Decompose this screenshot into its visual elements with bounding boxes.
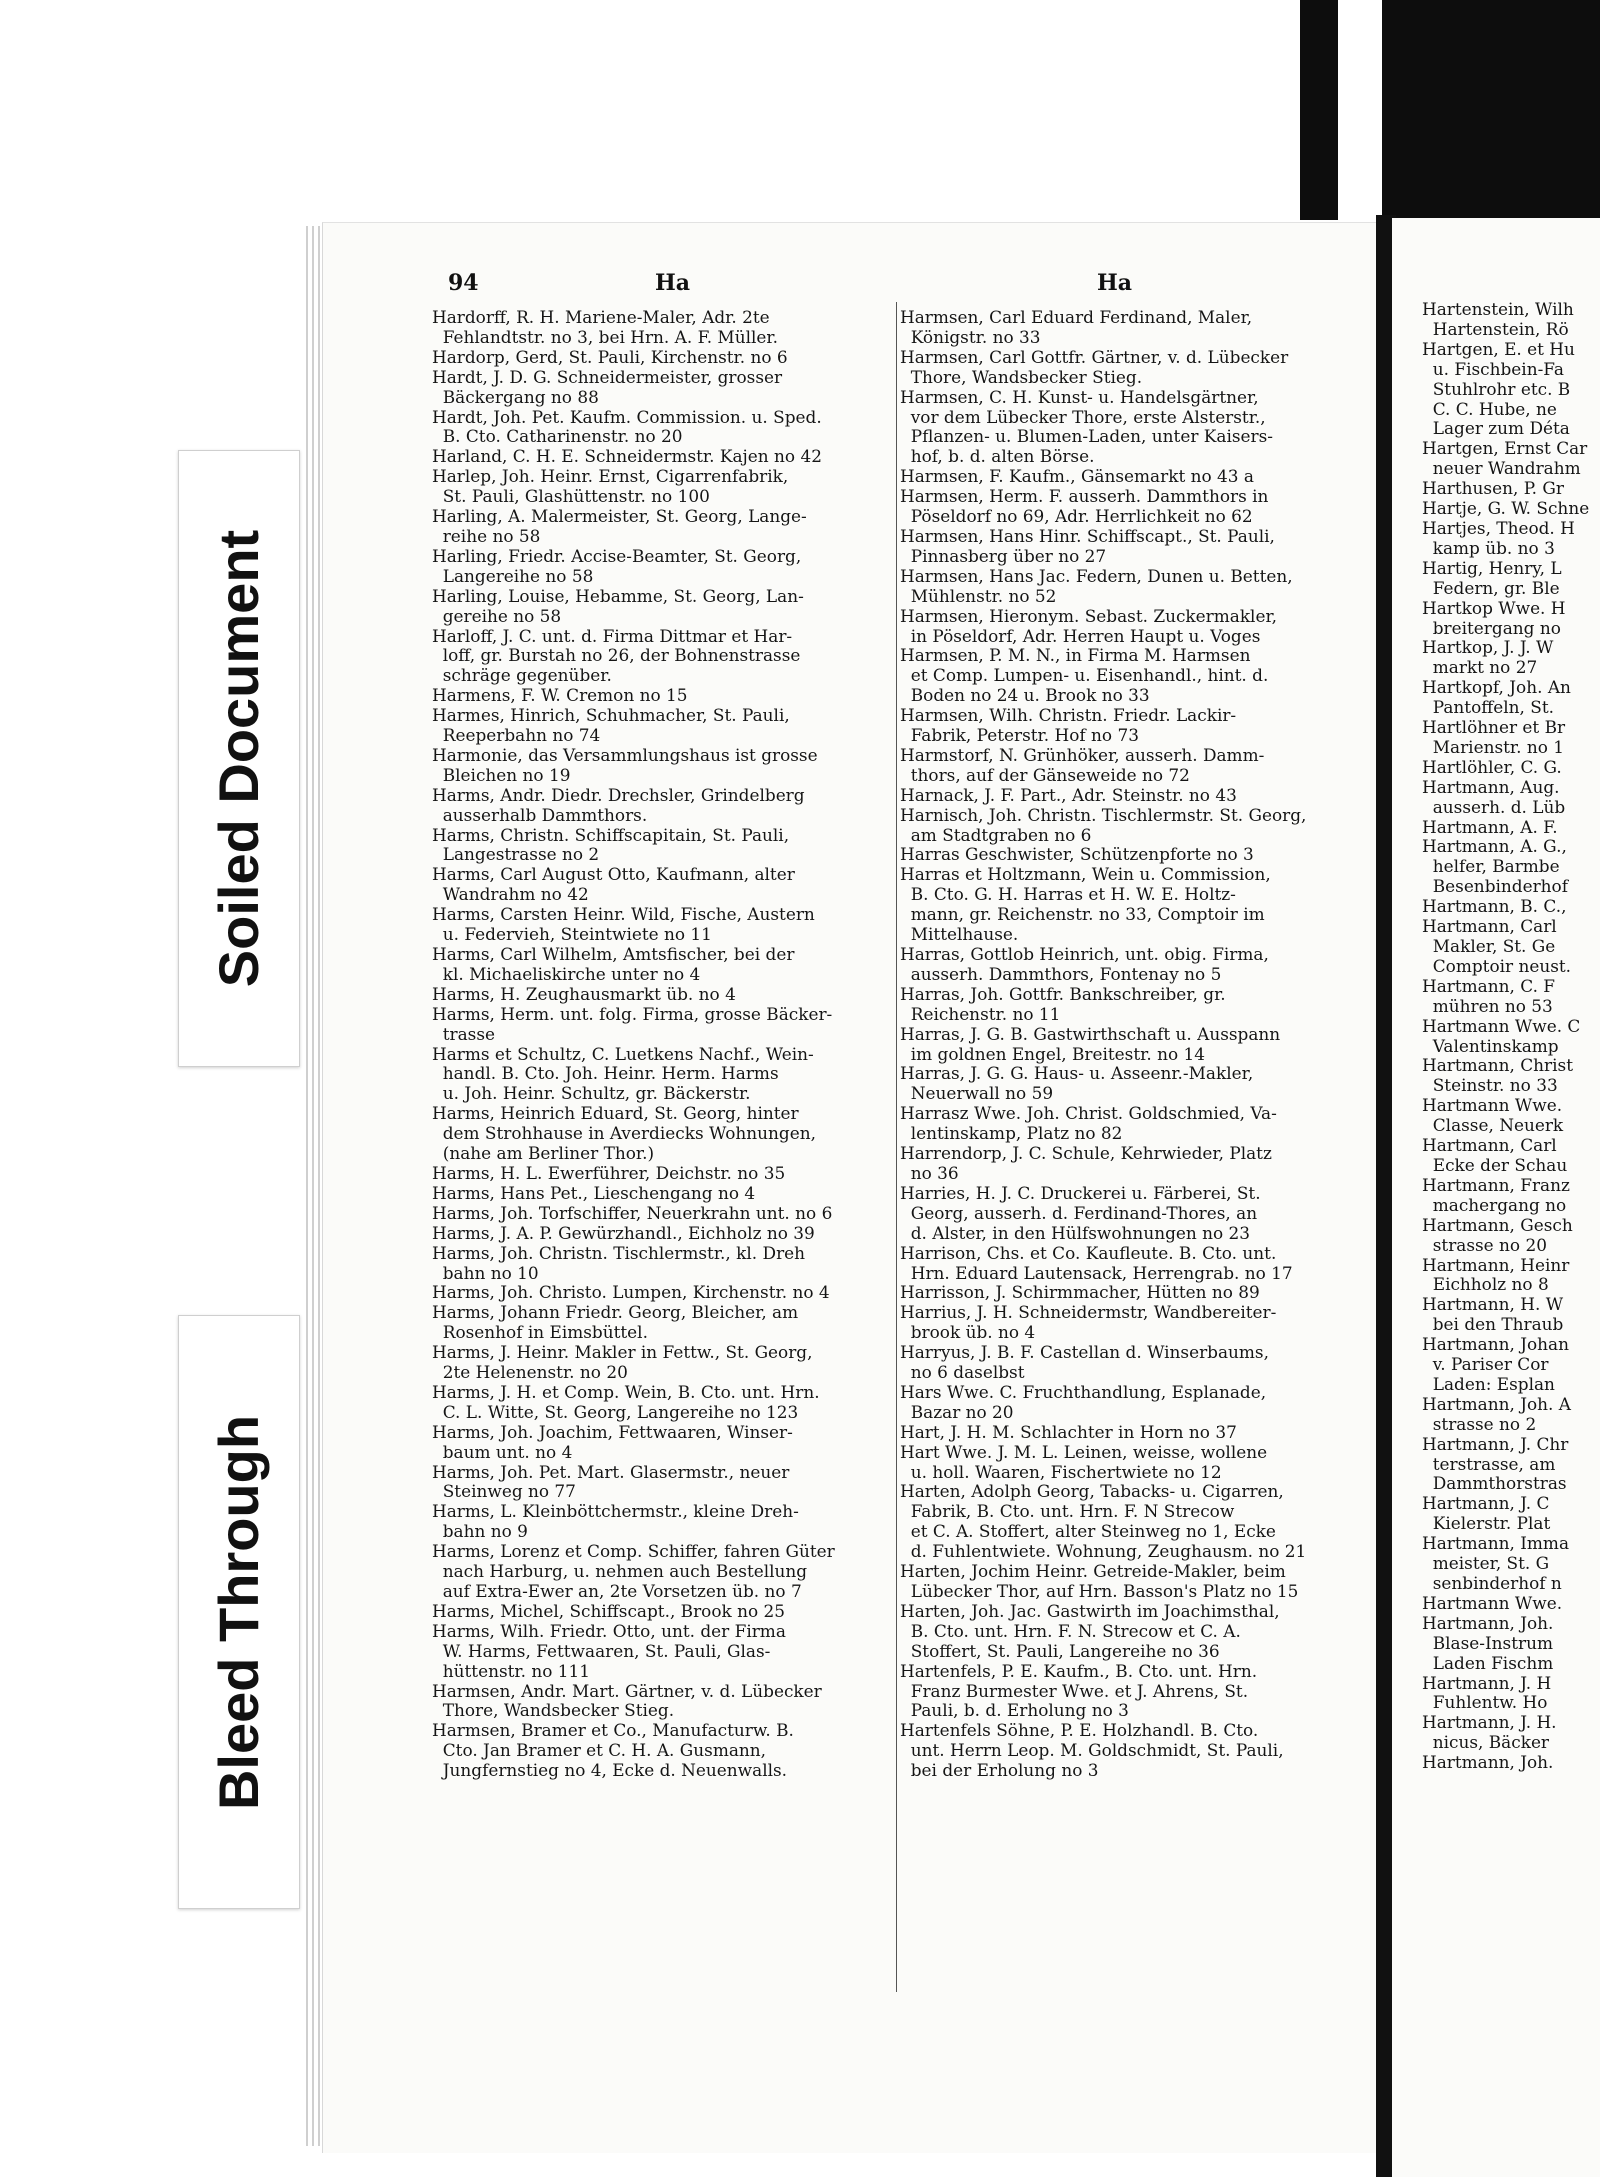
directory-entry-line: Hardt, Joh. Pet. Kaufm. Commission. u. Sped. [432,407,822,427]
directory-entry-line: et C. A. Stoffert, alter Steinweg no 1, Ecke [900,1522,1276,1542]
directory-entry-line: im goldnen Engel, Breitestr. no 14 [900,1044,1205,1064]
directory-entry-line: Bäckergang no 88 [432,387,599,407]
directory-entry-line: Harten, Jochim Heinr. Getreide-Makler, beim [900,1562,1286,1582]
directory-entry-line: Hardorff, R. H. Mariene-Maler, Adr. 2te [432,308,770,327]
directory-entry-line: Harms, Joh. Joachim, Fettwaaren, Winser- [432,1422,793,1442]
directory-entry-line: ausserhalb Dammthors. [432,805,648,825]
directory-entry-line: Harras Geschwister, Schützenpforte no 3 [900,845,1254,865]
directory-entry-line: Lübecker Thor, auf Hrn. Basson's Platz no 15 [900,1582,1299,1601]
directory-entry-line: meister, St. G [1422,1554,1550,1574]
directory-entry-line: machergang no [1422,1195,1567,1215]
directory-entry-line: Wandrahm no 42 [432,885,589,905]
directory-entry-line: Valentinskamp [1422,1036,1559,1056]
directory-entry-line: Harms, J. H. et Comp. Wein, B. Cto. unt. Hrn. [432,1382,820,1402]
directory-entry-line: Hartmann, J. H. [1422,1713,1557,1733]
directory-column-right [1422,300,1600,1773]
directory-entry-line: hüttenstr. no 111 [432,1661,591,1681]
directory-entry-line: Hardorp, Gerd, St. Pauli, Kirchenstr. no 6 [432,347,788,367]
directory-entry-line: Hartmann, B. C., [1422,897,1567,917]
directory-entry-line: Hartmann, Joh. [1422,1613,1554,1633]
directory-entry-line: Federn, gr. Ble [1422,578,1560,598]
directory-entry-line: Fabrik, Peterstr. Hof no 73 [900,726,1139,746]
directory-entry-line: Hardt, J. D. G. Schneidermeister, grosser [432,367,783,387]
directory-entry-line: Reichenstr. no 11 [900,1004,1061,1024]
page-header-right: Ha [1097,270,1133,296]
directory-entry-line: Pöseldorf no 69, Adr. Herrlichkeit no 62 [900,507,1253,527]
directory-entry-line: Hartmann, Joh. [1422,1753,1554,1773]
directory-column-left [432,308,890,1781]
directory-entry-line: Harms et Schultz, C. Luetkens Nachf., Wein- [432,1044,814,1064]
directory-entry-line: Lager zum Déta [1422,419,1570,439]
directory-entry-line: Harms, Joh. Christn. Tischlermstr., kl. Dreh [432,1243,806,1263]
directory-entry-line: Harten, Joh. Jac. Gastwirth im Joachimsthal, [900,1601,1280,1621]
directory-entry-line: Hartenfels Söhne, P. E. Holzhandl. B. Cto. [900,1721,1259,1741]
directory-entry-line: Cto. Jan Bramer et C. H. A. Gusmann, [432,1741,767,1761]
directory-entry-line: Harrasz Wwe. Joh. Christ. Goldschmied, Va- [900,1104,1277,1124]
directory-entry-line: kl. Michaeliskirche unter no 4 [432,964,701,984]
directory-entry-line: Harmsen, Hans Jac. Federn, Dunen u. Betten, [900,566,1293,586]
directory-entry-line: Harras, Joh. Gottfr. Bankschreiber, gr. [900,984,1226,1004]
directory-entry-line: Harrendorp, J. C. Schule, Kehrwieder, Platz [900,1144,1272,1164]
directory-entry-line: Harmsen, Wilh. Christn. Friedr. Lackir- [900,706,1237,726]
directory-entry-line: W. Harms, Fettwaaren, St. Pauli, Glas- [432,1641,771,1661]
directory-entry-line: Hartkopf, Joh. An [1422,678,1571,698]
directory-entry-line: Harmstorf, N. Grünhöker, ausserh. Damm- [900,745,1265,765]
directory-entry-line: Harrisson, J. Schirmmacher, Hütten no 89 [900,1283,1260,1303]
directory-entry-line: Fuhlentw. Ho [1422,1693,1548,1713]
directory-entry-line: Dammthorstras [1422,1474,1567,1494]
directory-entry-line: Harms, Michel, Schiffscapt., Brook no 25 [432,1601,786,1621]
directory-entry-line: u. holl. Waaren, Fischertwiete no 12 [900,1462,1222,1482]
directory-entry-line: Hartgen, E. et Hu [1422,339,1575,359]
directory-entry-line: C. C. Hube, ne [1422,399,1557,419]
directory-entry-line: Harms, Lorenz et Comp. Schiffer, fahren Güter [432,1542,835,1562]
directory-entry-line: neuer Wandrahm [1422,459,1581,479]
directory-entry-line: Harras, Gottlob Heinrich, unt. obig. Firma, [900,945,1269,964]
directory-entry-line: Harms, Joh. Christo. Lumpen, Kirchenstr. no 4 [432,1283,830,1303]
directory-entry-line: in Pöseldorf, Adr. Herren Haupt u. Voges [900,626,1261,646]
directory-entry-line: Laden: Esplan [1422,1374,1555,1394]
scan-gap [1338,0,1382,220]
directory-entry-line: Harling, Friedr. Accise-Beamter, St. Georg, [432,546,802,566]
directory-entry-line: Hartkop Wwe. H [1422,598,1566,618]
directory-entry-line: loff, gr. Burstah no 26, der Bohnenstrasse [432,646,801,666]
directory-entry-line: Hartlöhner et Br [1422,718,1566,738]
directory-entry-line: Marienstr. no 1 [1422,737,1565,757]
directory-entry-line: Makler, St. Ge [1422,937,1556,956]
directory-entry-line: Harras, J. G. G. Haus- u. Asseenr.-Makler, [900,1064,1254,1084]
bleed-through-label [178,1315,300,1909]
directory-entry-line: kamp üb. no 3 [1422,538,1555,558]
directory-entry-line: Hartmann, Carl [1422,1136,1557,1156]
directory-entry-line: schräge gegenüber. [432,666,612,686]
directory-entry-line: Hrn. Eduard Lautensack, Herrengrab. no 17 [900,1263,1293,1283]
directory-entry-line: Hartig, Henry, L [1422,558,1562,578]
directory-entry-line: Harms, Johann Friedr. Georg, Bleicher, am [432,1303,799,1323]
directory-entry-line: Harms, J. A. P. Gewürzhandl., Eichholz no 39 [432,1223,815,1243]
directory-entry-line: Classe, Neuerk [1422,1116,1564,1136]
directory-entry-line: strasse no 2 [1422,1414,1537,1434]
directory-entry-line: Harms, Carl Wilhelm, Amtsfischer, bei der [432,945,795,964]
directory-entry-line: Hartenstein, Rö [1422,319,1569,339]
directory-entry-line: Harms, Andr. Diedr. Drechsler, Grindelberg [432,785,805,805]
directory-entry-line: Hartje, G. W. Schne [1422,499,1590,519]
directory-entry-line: Harmsen, Carl Gottfr. Gärtner, v. d. Lübecker [900,347,1289,367]
directory-entry-line: Bazar no 20 [900,1402,1014,1422]
directory-entry-line: Harras, J. G. B. Gastwirthschaft u. Ausspann [900,1024,1281,1044]
directory-entry-line: Pantoffeln, St. [1422,698,1554,718]
directory-entry-line: Hartlöhler, C. G. [1422,757,1562,777]
directory-entry-line: Harten, Adolph Georg, Tabacks- u. Cigarren, [900,1482,1284,1502]
directory-entry-line: baum unt. no 4 [432,1442,573,1462]
directory-entry-line: bahn no 10 [432,1263,539,1283]
directory-entry-line: Hartmann, Carl [1422,917,1557,937]
directory-entry-line: Hartmann, Gesch [1422,1215,1573,1235]
directory-entry-line: Laden Fischm [1422,1653,1554,1673]
directory-entry-line: helfer, Barmbe [1422,857,1560,877]
directory-entry-line: Harms, Joh. Torfschiffer, Neuerkrahn unt. no 6 [432,1203,833,1223]
directory-entry-line: Harlep, Joh. Heinr. Ernst, Cigarrenfabrik, [432,467,789,487]
directory-entry-line: 2te Helenenstr. no 20 [432,1363,628,1383]
directory-entry-line: Harms, Carl August Otto, Kaufmann, alter [432,865,795,885]
directory-entry-line: ausserh. d. Lüb [1422,797,1566,817]
directory-entry-line: Hartmann, J. C [1422,1494,1550,1514]
directory-entry-line: d. Alster, in den Hülfswohnungen no 23 [900,1223,1251,1243]
directory-entry-line: Harmsen, Andr. Mart. Gärtner, v. d. Lübecker [432,1681,822,1701]
directory-entry-line: Stoffert, St. Pauli, Langereihe no 36 [900,1641,1220,1661]
directory-entry-line: senbinderhof n [1422,1574,1562,1593]
page-header-left: Ha [655,270,691,296]
directory-entry-line: C. L. Witte, St. Georg, Langereihe no 123 [432,1402,799,1422]
directory-entry-line: Pauli, b. d. Erholung no 3 [900,1701,1129,1721]
directory-entry-line: Jungfernstieg no 4, Ecke d. Neuenwalls. [432,1761,788,1781]
directory-entry-line: Pinnasberg über no 27 [900,546,1107,566]
book-edge [306,226,308,2146]
directory-entry-line: u. Fischbein-Fa [1422,359,1564,379]
directory-entry-line: Harland, C. H. E. Schneidermstr. Kajen no 42 [432,447,822,467]
directory-entry-line: Harmsen, Bramer et Co., Manufacturw. B. [432,1721,794,1741]
directory-entry-line: Harms, Christn. Schiffscapitain, St. Pauli, [432,825,790,845]
directory-entry-line: Harras et Holtzmann, Wein u. Commission, [900,865,1271,885]
directory-entry-line: bahn no 9 [432,1522,528,1542]
directory-entry-line: Langereihe no 58 [432,566,594,586]
directory-entry-line: Hartmann, Franz [1422,1175,1570,1195]
directory-entry-line: Mühlenstr. no 52 [900,586,1057,606]
directory-entry-line: Hart, J. H. M. Schlachter in Horn no 37 [900,1422,1237,1442]
directory-entry-line: Blase-Instrum [1422,1633,1553,1653]
directory-entry-line: Hartgen, Ernst Car [1422,439,1588,459]
directory-entry-line: Harmsen, Hans Hinr. Schiffscapt., St. Pauli, [900,526,1275,546]
directory-entry-line: Boden no 24 u. Brook no 33 [900,686,1150,706]
bleed-through-label-text: Bleed Through [207,1414,271,1810]
directory-entry-line: Thore, Wandsbecker Stieg. [900,367,1143,387]
directory-entry-line: no 6 daselbst [900,1363,1025,1383]
directory-entry-line: bei den Thraub [1422,1315,1564,1335]
directory-entry-line: Harrison, Chs. et Co. Kaufleute. B. Cto. unt. [900,1243,1277,1263]
directory-entry-line: Stuhlrohr etc. B [1422,379,1571,399]
directory-entry-line: Franz Burmester Wwe. et J. Ahrens, St. [900,1681,1249,1701]
directory-entry-line: Harmsen, C. H. Kunst- u. Handelsgärtner, [900,387,1259,407]
directory-entry-line: B. Cto. unt. Hrn. F. N. Strecow et C. A. [900,1621,1241,1641]
directory-entry-line: Georg, ausserh. d. Ferdinand-Thores, an [900,1203,1258,1223]
directory-entry-line: (nahe am Berliner Thor.) [432,1144,655,1164]
directory-entry-line: brook üb. no 4 [900,1323,1036,1343]
directory-entry-line: B. Cto. Catharinenstr. no 20 [432,427,683,447]
directory-entry-line: u. Joh. Heinr. Schultz, gr. Bäckerstr. [432,1084,751,1104]
directory-entry-line: hof, b. d. alten Börse. [900,447,1095,467]
directory-entry-line: Hartmann, Joh. A [1422,1394,1571,1414]
directory-entry-line: Hartmann, A. F. [1422,817,1558,837]
directory-entry-line: Fabrik, B. Cto. unt. Hrn. F. N Strecow [900,1502,1235,1522]
directory-entry-line: dem Strohhause in Averdiecks Wohnungen, [432,1124,816,1144]
scan-dark-border [1300,0,1600,220]
directory-entry-line: Fehlandtstr. no 3, bei Hrn. A. F. Müller. [432,327,778,347]
directory-entry-line: terstrasse, am [1422,1454,1556,1474]
directory-entry-line: trasse [432,1024,496,1044]
directory-entry-line: Hartmann, C. F [1422,976,1556,996]
directory-entry-line: Harnack, J. F. Part., Adr. Steinstr. no 43 [900,785,1237,805]
directory-entry-line: Eichholz no 8 [1422,1275,1549,1295]
directory-entry-line: Kielerstr. Plat [1422,1514,1551,1534]
soiled-document-label [178,450,300,1067]
directory-entry-line: Harmonie, das Versammlungshaus ist grosse [432,745,818,765]
directory-entry-line: Reeperbahn no 74 [432,726,601,746]
directory-entry-line: Langestrasse no 2 [432,845,600,865]
directory-entry-line: v. Pariser Cor [1422,1355,1549,1375]
book-edge [312,226,314,2146]
directory-entry-line: lentinskamp, Platz no 82 [900,1124,1123,1144]
directory-entry-line: nicus, Bäcker [1422,1733,1550,1753]
directory-entry-line: reihe no 58 [432,526,541,546]
book-edge [318,226,320,2146]
directory-entry-line: B. Cto. G. H. Harras et H. W. E. Holtz- [900,885,1236,905]
directory-entry-line: Harling, A. Malermeister, St. Georg, Lange- [432,507,807,527]
directory-entry-line: Steinstr. no 33 [1422,1076,1558,1096]
directory-entry-line: Mittelhause. [900,925,1019,945]
directory-column-middle [900,308,1356,1781]
directory-entry-line: Hartmann Wwe. C [1422,1016,1581,1036]
directory-entry-line: Comptoir neust. [1422,956,1572,976]
directory-entry-line: Harms, Hans Pet., Lieschengang no 4 [432,1183,756,1203]
directory-entry-line: gereihe no 58 [432,606,562,626]
directory-entry-line: Hartmann, Imma [1422,1534,1570,1554]
column-divider [896,302,897,1992]
directory-entry-line: Hartmann Wwe. [1422,1096,1563,1116]
directory-entry-line: Harries, H. J. C. Druckerei u. Färberei, St. [900,1183,1261,1203]
directory-entry-line: et Comp. Lumpen- u. Eisenhandl., hint. d. [900,666,1269,686]
directory-entry-line: Besenbinderhof [1422,877,1568,897]
directory-entry-line: Steinweg no 77 [432,1482,576,1502]
directory-entry-line: vor dem Lübecker Thore, erste Alsterstr., [900,407,1266,427]
directory-entry-line: d. Fuhlentwiete. Wohnung, Zeughausm. no 21 [900,1542,1307,1562]
directory-entry-line: Harrius, J. H. Schneidermstr, Wandbereiter- [900,1303,1277,1323]
directory-entry-line: Harmsen, Hieronym. Sebast. Zuckermakler, [900,606,1278,626]
directory-entry-line: Harms, Carsten Heinr. Wild, Fische, Austern [432,905,815,925]
directory-entry-line: Hars Wwe. C. Fruchthandlung, Esplanade, [900,1382,1267,1402]
soiled-document-label-text: Soiled Document [207,529,271,988]
directory-entry-line: Hart Wwe. J. M. L. Leinen, weisse, wollene [900,1442,1268,1462]
directory-entry-line: Harmens, F. W. Cremon no 15 [432,686,688,706]
directory-entry-line: Hartjes, Theod. H [1422,518,1575,538]
directory-entry-line: ausserh. Dammthors, Fontenay no 5 [900,964,1222,984]
directory-entry-line: Harms, Wilh. Friedr. Otto, unt. der Firma [432,1621,786,1641]
directory-entry-line: Harmsen, Herm. F. ausserh. Dammthors in [900,487,1269,507]
book-page-right [1392,218,1600,2177]
directory-entry-line: Harmsen, Carl Eduard Ferdinand, Maler, [900,308,1253,327]
directory-entry-line: nach Harburg, u. nehmen auch Bestellung [432,1562,808,1582]
directory-entry-line: handl. B. Cto. Joh. Heinr. Herm. Harms [432,1064,779,1084]
directory-entry-line: bei der Erholung no 3 [900,1761,1099,1781]
directory-entry-line: Harmsen, F. Kaufm., Gänsemarkt no 43 a [900,467,1254,487]
directory-entry-line: thors, auf der Gänseweide no 72 [900,765,1190,785]
directory-entry-line: mann, gr. Reichenstr. no 33, Comptoir im [900,905,1265,925]
directory-entry-line: Königstr. no 33 [900,327,1041,347]
directory-entry-line: breitergang no [1422,618,1561,638]
directory-entry-line: Hartkop, J. J. W [1422,638,1554,658]
directory-entry-line: markt no 27 [1422,658,1538,678]
directory-entry-line: Hartmann, H. W [1422,1295,1564,1315]
directory-entry-line: Harms, Joh. Pet. Mart. Glasermstr., neuer [432,1462,790,1482]
directory-entry-line: Harnisch, Joh. Christn. Tischlermstr. St. Georg, [900,805,1307,825]
directory-entry-line: Harms, H. Zeughausmarkt üb. no 4 [432,984,736,1004]
directory-entry-line: Harms, Herm. unt. folg. Firma, grosse Bäcker- [432,1004,833,1024]
directory-entry-line: Rosenhof in Eimsbüttel. [432,1323,648,1343]
directory-entry-line: Harmsen, P. M. N., in Firma M. Harmsen [900,646,1251,666]
directory-entry-line: Harms, L. Kleinböttchermstr., kleine Dreh- [432,1502,799,1522]
directory-entry-line: am Stadtgraben no 6 [900,825,1092,845]
directory-entry-line: Hartmann, Aug. [1422,777,1560,797]
directory-entry-line: St. Pauli, Glashüttenstr. no 100 [432,487,710,507]
directory-entry-line: Thore, Wandsbecker Stieg. [432,1701,675,1721]
directory-entry-line: Harms, J. Heinr. Makler in Fettw., St. Georg, [432,1343,813,1363]
directory-entry-line: Harms, H. L. Ewerführer, Deichstr. no 35 [432,1163,786,1183]
directory-entry-line: Harling, Louise, Hebamme, St. Georg, Lan- [432,586,804,606]
directory-entry-line: strasse no 20 [1422,1235,1547,1255]
directory-entry-line: Harthusen, P. Gr [1422,479,1564,499]
directory-entry-line: Pflanzen- u. Blumen-Laden, unter Kaisers- [900,427,1273,447]
directory-entry-line: Hartmann, Heinr [1422,1255,1570,1275]
directory-entry-line: Harryus, J. B. F. Castellan d. Winserbaums, [900,1343,1269,1363]
directory-entry-line: Neuerwall no 59 [900,1084,1054,1104]
directory-entry-line: Hartmann, Johan [1422,1335,1570,1355]
directory-entry-line: Hartmann, J. H [1422,1673,1552,1693]
directory-entry-line: Hartmann, Christ [1422,1056,1573,1076]
directory-entry-line: Ecke der Schau [1422,1155,1568,1175]
directory-entry-line: Harmes, Hinrich, Schuhmacher, St. Pauli, [432,706,790,726]
directory-entry-line: unt. Herrn Leop. M. Goldschmidt, St. Pauli, [900,1741,1284,1761]
directory-entry-line: Hartmann, J. Chr [1422,1434,1569,1454]
directory-entry-line: no 36 [900,1163,959,1183]
directory-entry-line: auf Extra-Ewer an, 2te Vorsetzen üb. no 7 [432,1582,802,1601]
directory-entry-line: Hartmann Wwe. [1422,1593,1563,1613]
directory-entry-line: u. Federvieh, Steintwiete no 11 [432,925,712,945]
directory-entry-line: Hartenfels, P. E. Kaufm., B. Cto. unt. Hrn. [900,1661,1258,1681]
directory-entry-line: mühren no 53 [1422,996,1553,1016]
directory-entry-line: Hartenstein, Wilh [1422,300,1574,319]
page-number: 94 [448,270,479,296]
directory-entry-line: Harms, Heinrich Eduard, St. Georg, hinter [432,1104,799,1124]
directory-entry-line: Bleichen no 19 [432,765,571,785]
directory-entry-line: Harloff, J. C. unt. d. Firma Dittmar et Har- [432,626,793,646]
directory-entry-line: Hartmann, A. G., [1422,837,1567,857]
